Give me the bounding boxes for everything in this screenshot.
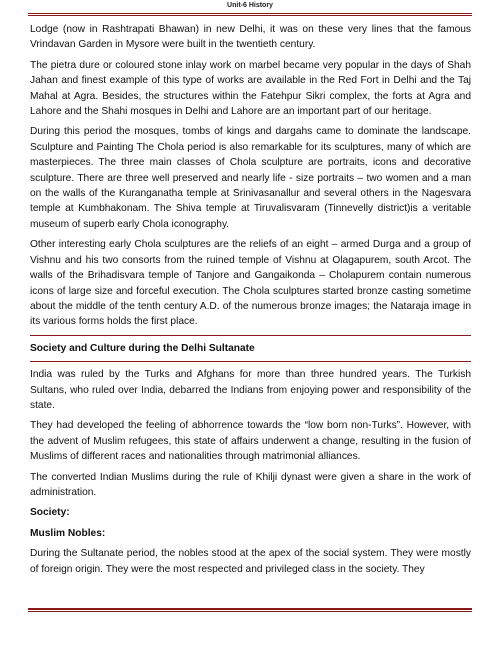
subheading-society: Society: [30, 507, 70, 519]
page-body [30, 22, 471, 582]
section-rule [30, 335, 471, 336]
subheading-muslim-nobles: Muslim Nobles: [30, 527, 106, 539]
section-heading: Society and Culture during the Delhi Sultanate [30, 342, 255, 354]
page-header: Unit-6 History [227, 2, 273, 9]
paragraph: The pietra dure or coloured stone inlay work on marbel became very popular in the days of Shah Jahan and finest example of this type of works are available in the Red Fort in Delhi and the Taj Mahal at Agra. Besides, the structures within the Fatehpur Sikri complex, the forts at Agra and Lahore and the Shahi mosques in Delhi and Lahore are an important part of our heritage. [30, 59, 471, 118]
paragraph: The converted Indian Muslims during the rule of Khilji dynast were given a share in the work of administration. [30, 471, 471, 498]
paragraph: Lodge (now in Rashtrapati Bhawan) in new Delhi, it was on these very lines that the famous Vrindavan Garden in Mysore were built in the twentieth century. [30, 24, 471, 51]
header-rule [28, 13, 472, 16]
footer-rule [28, 608, 472, 612]
paragraph: Other interesting early Chola sculptures are the reliefs of an eight – armed Durga and a group of Vishnu and his two consorts from the ruined temple of Vishnu at Olagapurem, south Arcot. The walls of the Brihadisvara temple of Tanjore and Gangaikonda – Cholapurem contain numerous icons of large size and forceful execution. The Chola sculptures started bronze casting sometime about the middle of the tenth century A.D. of the numerous bronze images; the Nataraja image in its various forms holds the first place. [30, 239, 471, 328]
paragraph: India was ruled by the Turks and Afghans for more than three hundred years. The Turkish Sultans, who ruled over India, debarred the Indians from enjoying power and responsibility of the state. [30, 369, 471, 411]
paragraph: During the Sultanate period, the nobles stood at the apex of the social system. They were mostly of foreign origin. They were the most respected and privileged class in the society. They [30, 548, 471, 575]
section-rule [30, 361, 471, 362]
paragraph: During this period the mosques, tombs of kings and dargahs came to dominate the landscape. Sculpture and Painting The Chola period is also remarkable for its sculptures, many of which are masterpieces. The three main classes of Chola sculpture are portraits, icons and decorative sculpture. There are three well preserved and nearly life - size portraits – two women and a man on the walls of the Kuranganatha temple at Srinivasanallur and several others in the Nagesvara temple at Kumbhakonam. The Shiva temple at Tiruvalisvaram (Tinnevelly district)is a veritable museum of superb early Chola iconography. [30, 126, 471, 230]
paragraph: They had developed the feeling of abhorrence towards the “low born non-Turks”. However, with the advent of Muslim refugees, this state of affairs underwent a change, resulting in the fusion of Muslims of different races and nationalities through matrimonial alliances. [30, 420, 471, 463]
